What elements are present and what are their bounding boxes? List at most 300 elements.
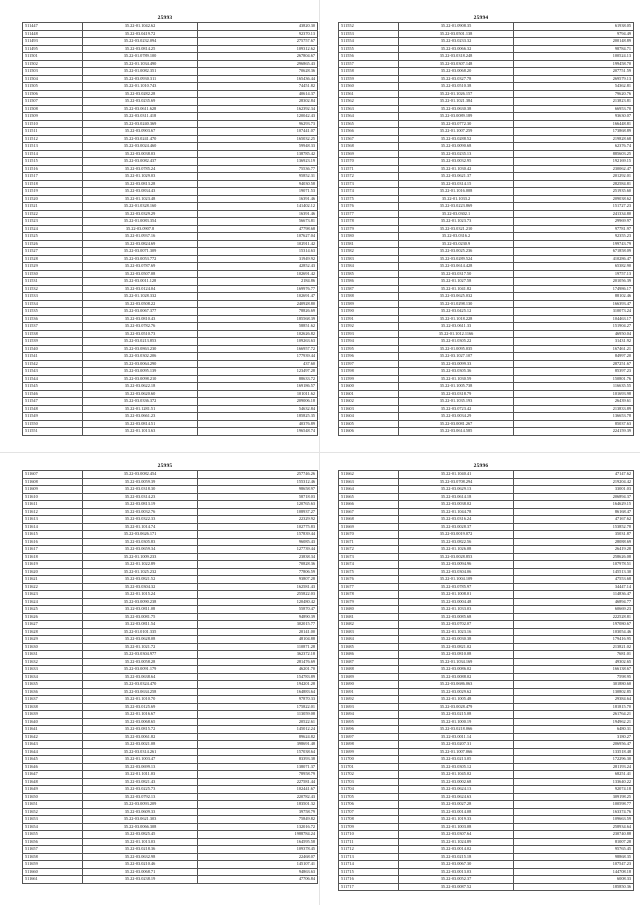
row-code-cell: 35.22-03.0632.98: [83, 853, 198, 861]
table-row: [339, 628, 634, 636]
row-code-cell: 35.22-01.1041.82: [399, 285, 514, 293]
row-amount-cell: 92370.13: [198, 30, 318, 38]
table-row: [23, 293, 318, 301]
table-row: [23, 263, 318, 271]
row-amount-cell: 47553.68: [514, 576, 634, 584]
data-table: [338, 470, 634, 891]
row-amount-cell: 95852.31: [198, 173, 318, 181]
row-code-cell: 35.22-03.0059.39: [83, 478, 198, 486]
row-code-cell: 35.22-01.1023.16: [399, 628, 514, 636]
row-amount-cell: 151727.23: [514, 203, 634, 211]
row-code-cell: 35.22-03.0068.20: [399, 68, 514, 76]
row-id-cell: 511681: [339, 613, 399, 621]
table-row: [339, 718, 634, 726]
row-id-cell: 511531: [23, 278, 83, 286]
row-code-cell: 35.22-03.0304.32: [83, 583, 198, 591]
row-id-cell: 511689: [339, 673, 399, 681]
row-amount-cell: 230062.47: [514, 165, 634, 173]
table-row: [339, 240, 634, 248]
row-amount-cell: 227581.44: [198, 778, 318, 786]
row-amount-cell: 362372.18: [198, 651, 318, 659]
row-id-cell: 511575: [339, 195, 399, 203]
row-id-cell: 511551: [23, 428, 83, 436]
row-id-cell: 511630: [23, 643, 83, 651]
table-row: [339, 606, 634, 614]
table-row: [339, 45, 634, 53]
row-amount-cell: 77806.59: [198, 568, 318, 576]
row-code-cell: 35.22-01.1021.384: [399, 98, 514, 106]
row-id-cell: 511547: [23, 398, 83, 406]
table-row: [339, 883, 634, 891]
row-id-cell: 511563: [339, 105, 399, 113]
row-id-cell: 511524: [23, 225, 83, 233]
row-code-cell: 35.22-03.0304.06: [399, 568, 514, 576]
row-id-cell: 511513: [23, 143, 83, 151]
table-title: 25995: [157, 463, 173, 469]
row-amount-cell: 47706.84: [198, 876, 318, 884]
row-id-cell: 511528: [23, 255, 83, 263]
row-amount-cell: 213833.89: [514, 405, 634, 413]
row-amount-cell: 54632.84: [198, 405, 318, 413]
table-row: [23, 681, 318, 689]
row-code-cell: 35.22-03.0027.28: [399, 801, 514, 809]
row-amount-cell: 138071.37: [198, 763, 318, 771]
row-id-cell: 511592: [339, 323, 399, 331]
row-code-cell: 35.22-03.0419.72: [83, 30, 198, 38]
row-amount-cell: 199743.79: [514, 240, 634, 248]
row-code-cell: 35.22-01.1029.03: [83, 173, 198, 181]
row-amount-cell: 141402.12: [198, 203, 318, 211]
row-code-cell: 35.22-03.0772.30: [399, 120, 514, 128]
row-id-cell: 511607: [23, 471, 83, 479]
table-row: [23, 113, 318, 121]
table-row: [23, 696, 318, 704]
row-code-cell: 35.22-03.0058.28: [83, 658, 198, 666]
table-row: [339, 248, 634, 256]
row-code-cell: 35.22-01.1026.08: [399, 546, 514, 554]
row-code-cell: 35.22-03.0611.33: [399, 323, 514, 331]
row-code-cell: 35.22-03.0624.13: [399, 786, 514, 794]
row-code-cell: 35.22-01.1027.58: [399, 278, 514, 286]
row-id-cell: 511628: [23, 628, 83, 636]
row-amount-cell: 68251.41: [514, 771, 634, 779]
row-code-cell: 35.22-03.0090.238: [83, 598, 198, 606]
row-id-cell: 511556: [339, 53, 399, 61]
row-id-cell: 511602: [339, 398, 399, 406]
row-code-cell: 35.22-03.0785.24: [83, 165, 198, 173]
table-row: [339, 233, 634, 241]
table-row: [23, 143, 318, 151]
row-id-cell: 511631: [23, 651, 83, 659]
table-row: [339, 771, 634, 779]
row-code-cell: 35.22-01.1281.51: [83, 405, 198, 413]
row-amount-cell: 185850.36: [514, 883, 634, 891]
row-id-cell: 511527: [23, 248, 83, 256]
table-row: [339, 308, 634, 316]
row-code-cell: 35.22-03.0232.094: [83, 38, 198, 46]
table-title: 25994: [473, 15, 489, 21]
row-id-cell: 511690: [339, 681, 399, 689]
row-id-cell: 511590: [339, 308, 399, 316]
row-id-cell: 511612: [23, 508, 83, 516]
row-amount-cell: 885603.25: [514, 150, 634, 158]
table-row: [339, 673, 634, 681]
table-row: [339, 778, 634, 786]
row-id-cell: 511706: [339, 801, 399, 809]
row-id-cell: 511652: [23, 808, 83, 816]
row-amount-cell: 302015.77: [198, 621, 318, 629]
row-id-cell: 511596: [339, 353, 399, 361]
row-code-cell: 35.22-03.0813.28: [83, 180, 198, 188]
row-code-cell: 35.22-03.0230.9: [399, 240, 514, 248]
row-amount-cell: 150801.76: [514, 375, 634, 383]
row-amount-cell: 46201.70: [198, 666, 318, 674]
row-amount-cell: 92355.23: [514, 233, 634, 241]
table-row: [339, 120, 634, 128]
row-amount-cell: 81007.28: [514, 838, 634, 846]
row-amount-cell: 165032.25: [198, 135, 318, 143]
row-id-cell: 511520: [23, 195, 83, 203]
row-id-cell: 511606: [339, 428, 399, 436]
row-id-cell: 511493: [23, 38, 83, 46]
row-code-cell: 35.22-03.0624.63: [399, 793, 514, 801]
row-code-cell: 35.22-01.1023.73: [399, 218, 514, 226]
row-code-cell: 35.22-01.1030.42: [399, 165, 514, 173]
row-amount-cell: 200148.89: [514, 38, 634, 46]
row-id-cell: 511658: [23, 853, 83, 861]
row-id-cell: 511696: [339, 726, 399, 734]
table-row: [23, 816, 318, 824]
row-id-cell: 511522: [23, 210, 83, 218]
table-row: [339, 741, 634, 749]
row-amount-cell: 93807.28: [198, 576, 318, 584]
table-row: [23, 478, 318, 486]
table-row: [23, 345, 318, 353]
table-row: [339, 390, 634, 398]
row-code-cell: 35.22-03.0614.18: [399, 493, 514, 501]
table-row: [23, 598, 318, 606]
table-row: [339, 38, 634, 46]
row-code-cell: 35.22-01.1013.63: [83, 428, 198, 436]
row-code-cell: 35.22-03.0814.25: [83, 45, 198, 53]
table-row: [339, 203, 634, 211]
table-row: [339, 278, 634, 286]
row-code-cell: 35.22-03.0629.13: [399, 486, 514, 494]
table-row: [23, 583, 318, 591]
row-amount-cell: 107627.04: [198, 233, 318, 241]
table-row: [339, 225, 634, 233]
row-id-cell: 511508: [23, 105, 83, 113]
row-id-cell: 511555: [339, 45, 399, 53]
row-code-cell: 35.22-01.1009.233: [83, 553, 198, 561]
row-id-cell: 511613: [23, 516, 83, 524]
table-row: [23, 413, 318, 421]
row-code-cell: 35.22-03.0223.869: [399, 203, 514, 211]
row-code-cell: 35.22-01.1018.228: [399, 315, 514, 323]
row-code-cell: 35.22-03.0021.08: [83, 741, 198, 749]
row-code-cell: 35.22-03.0863.230: [83, 345, 198, 353]
row-id-cell: 511637: [23, 696, 83, 704]
table-row: [339, 195, 634, 203]
row-amount-cell: 201056.39: [514, 278, 634, 286]
row-amount-cell: 133518.48: [514, 748, 634, 756]
row-code-cell: 35.22-03.0621.37: [399, 173, 514, 181]
table-row: [23, 383, 318, 391]
row-id-cell: 511641: [23, 726, 83, 734]
row-code-cell: 35.22-03.0014.02: [399, 846, 514, 854]
table-row: [339, 748, 634, 756]
row-id-cell: 511649: [23, 786, 83, 794]
row-amount-cell: 282584.81: [514, 180, 634, 188]
row-id-cell: 511699: [339, 748, 399, 756]
row-amount-cell: 107978.51: [514, 561, 634, 569]
row-id-cell: 511648: [23, 778, 83, 786]
table-row: [23, 360, 318, 368]
table-row: [23, 823, 318, 831]
table-row: [339, 501, 634, 509]
row-amount-cell: 98868.35: [514, 853, 634, 861]
row-code-cell: 35.22-01.1012.1166: [399, 330, 514, 338]
row-code-cell: 35.22-01.1010.70: [83, 696, 198, 704]
row-code-cell: 35.22-03.0002.68: [399, 778, 514, 786]
row-id-cell: 511549: [23, 413, 83, 421]
table-row: [339, 658, 634, 666]
row-amount-cell: 107547.23: [514, 861, 634, 869]
row-amount-cell: 166448.81: [514, 120, 634, 128]
table-row: [23, 531, 318, 539]
row-id-cell: 511683: [339, 628, 399, 636]
row-id-cell: 511605: [339, 420, 399, 428]
row-id-cell: 511510: [23, 120, 83, 128]
row-id-cell: 511611: [23, 501, 83, 509]
row-code-cell: 35.22-03.0329.29: [83, 210, 198, 218]
row-amount-cell: 287251.67: [514, 360, 634, 368]
row-id-cell: 511677: [339, 583, 399, 591]
row-amount-cell: 20141.00: [198, 628, 318, 636]
row-amount-cell: 100598.77: [514, 801, 634, 809]
row-amount-cell: 85037.63: [514, 420, 634, 428]
row-amount-cell: 34447.14: [514, 583, 634, 591]
row-id-cell: 511604: [339, 413, 399, 421]
row-code-cell: 35.22-03.0098.210: [83, 375, 198, 383]
row-code-cell: 35.22-03.0032.95: [399, 158, 514, 166]
row-amount-cell: 19071.53: [198, 188, 318, 196]
row-amount-cell: 275757.67: [198, 38, 318, 46]
row-code-cell: 35.22-03.0004.48: [399, 598, 514, 606]
row-amount-cell: 108937.27: [198, 508, 318, 516]
row-amount-cell: 70828.36: [198, 561, 318, 569]
row-code-cell: 35.22-03.0425.12: [399, 308, 514, 316]
row-id-cell: 511579: [339, 225, 399, 233]
row-code-cell: 35.22-03.0028.37: [399, 523, 514, 531]
row-id-cell: 511593: [339, 330, 399, 338]
table-row: [23, 83, 318, 91]
row-amount-cell: 16391.46: [198, 195, 318, 203]
table-row: [339, 375, 634, 383]
table-row: [339, 68, 634, 76]
table-row: [23, 748, 318, 756]
table-row: [23, 180, 318, 188]
table-row: [23, 718, 318, 726]
table-row: [23, 793, 318, 801]
row-id-cell: 511567: [339, 135, 399, 143]
table-row: [23, 188, 318, 196]
row-id-cell: 511618: [23, 553, 83, 561]
row-amount-cell: 40376.89: [198, 420, 318, 428]
row-amount-cell: 169186.57: [198, 383, 318, 391]
row-code-cell: 35.22-03.0821.43: [83, 778, 198, 786]
row-id-cell: 511511: [23, 128, 83, 136]
row-code-cell: 35.22-03.0507.08: [83, 270, 198, 278]
table-block-1: [22, 14, 315, 436]
row-id-cell: 511655: [23, 831, 83, 839]
table-row: [339, 643, 634, 651]
table-row: [23, 688, 318, 696]
row-code-cell: 35.22-03.0302.206: [83, 353, 198, 361]
row-amount-cell: 130802.85: [514, 688, 634, 696]
row-id-cell: 511645: [23, 756, 83, 764]
table-row: [339, 523, 634, 531]
row-code-cell: 35.22-03.0614.428: [399, 263, 514, 271]
row-code-cell: 35.22-03.0011.128: [83, 278, 198, 286]
row-amount-cell: 109378.45: [198, 846, 318, 854]
row-id-cell: 511676: [339, 576, 399, 584]
row-code-cell: 35.22-03.0322.33: [83, 516, 198, 524]
row-id-cell: 511712: [339, 846, 399, 854]
row-id-cell: 511626: [23, 613, 83, 621]
row-code-cell: 35.22-03.0225.73: [83, 786, 198, 794]
table-row: [23, 568, 318, 576]
row-id-cell: 511698: [339, 741, 399, 749]
row-code-cell: 35.22-01.1023.48: [83, 195, 198, 203]
row-amount-cell: 194201.28: [198, 681, 318, 689]
row-id-cell: 511704: [339, 786, 399, 794]
row-code-cell: 35.22-01.1005.48: [399, 696, 514, 704]
row-amount-cell: 162392.34: [198, 105, 318, 113]
row-id-cell: 511705: [339, 793, 399, 801]
row-code-cell: 35.22-03.0702.07: [399, 621, 514, 629]
row-code-cell: 35.22-03.0213.853: [83, 338, 198, 346]
table-row: [23, 591, 318, 599]
row-id-cell: 511679: [339, 598, 399, 606]
row-amount-cell: 48104.88: [198, 636, 318, 644]
row-code-cell: 35.22-03.0686.063: [399, 681, 514, 689]
row-amount-cell: 144708.18: [514, 868, 634, 876]
row-id-cell: 511570: [339, 158, 399, 166]
row-id-cell: 511533: [23, 293, 83, 301]
row-id-cell: 511717: [339, 883, 399, 891]
row-amount-cell: 42852.43: [198, 263, 318, 271]
table-row: [339, 876, 634, 884]
row-code-cell: 35.22-01.1035.193: [399, 398, 514, 406]
row-amount-cell: 78958.79: [198, 771, 318, 779]
row-code-cell: 35.22-01.1033.03: [399, 606, 514, 614]
row-code-cell: 35.22-03.0324.470: [83, 681, 198, 689]
row-code-cell: 35.22-01.1028.332: [83, 293, 198, 301]
table-row: [339, 23, 634, 31]
row-code-cell: 35.22-03.0085.68: [399, 613, 514, 621]
table-row: [23, 23, 318, 31]
row-id-cell: 511692: [339, 696, 399, 704]
row-amount-cell: 84997.20: [514, 353, 634, 361]
table-row: [23, 546, 318, 554]
table-row: [339, 823, 634, 831]
row-id-cell: 511586: [339, 278, 399, 286]
row-amount-cell: 94863.63: [198, 868, 318, 876]
table-row: [23, 853, 318, 861]
row-code-cell: 35.22-03.0066.32: [399, 45, 514, 53]
row-id-cell: 511694: [339, 711, 399, 719]
table-row: [23, 501, 318, 509]
row-id-cell: 511682: [339, 621, 399, 629]
row-code-cell: 35.22-03.0815.72: [83, 726, 198, 734]
row-id-cell: 511504: [23, 75, 83, 83]
row-amount-cell: 22329.92: [198, 516, 318, 524]
row-code-cell: 35.22-01.1007.259: [399, 128, 514, 136]
table-row: [23, 330, 318, 338]
row-id-cell: 511514: [23, 150, 83, 158]
row-amount-cell: 97870.33: [198, 696, 318, 704]
row-code-cell: 35.22-03.0785.97: [399, 583, 514, 591]
row-code-cell: 35.22-01.1003.47: [83, 756, 198, 764]
table-row: [339, 98, 634, 106]
row-amount-cell: 6008.33: [514, 876, 634, 884]
row-id-cell: 511642: [23, 733, 83, 741]
row-code-cell: 35.22-03.0081.75: [83, 613, 198, 621]
row-code-cell: 35.22-03.0099.33: [399, 360, 514, 368]
table-block-3: [22, 462, 315, 884]
row-amount-cell: 102626.82: [198, 330, 318, 338]
row-id-cell: 511566: [339, 128, 399, 136]
row-amount-cell: 28302.84: [198, 98, 318, 106]
row-code-cell: 35.22-03.0218.36: [83, 846, 198, 854]
table-row: [339, 315, 634, 323]
row-id-cell: 511639: [23, 711, 83, 719]
row-amount-cell: 281193.24: [514, 763, 634, 771]
row-id-cell: 511711: [339, 838, 399, 846]
row-amount-cell: 145107.41: [198, 861, 318, 869]
table-row: [339, 688, 634, 696]
row-code-cell: 35.22-01.1008.01: [399, 591, 514, 599]
row-amount-cell: 2184.86: [198, 278, 318, 286]
row-id-cell: 511662: [339, 471, 399, 479]
row-amount-cell: 164595.58: [198, 838, 318, 846]
row-code-cell: 35.22-03.0638.64: [83, 673, 198, 681]
table-row: [23, 38, 318, 46]
table-row: [23, 508, 318, 516]
row-id-cell: 511684: [339, 636, 399, 644]
row-id-cell: 511447: [23, 23, 83, 31]
table-row: [339, 636, 634, 644]
row-amount-cell: 100524.13: [514, 53, 634, 61]
table-row: [23, 158, 318, 166]
row-amount-cell: 192169.15: [514, 158, 634, 166]
row-amount-cell: 3180.27: [514, 733, 634, 741]
row-id-cell: 511697: [339, 733, 399, 741]
row-code-cell: 35.22-03.0011.14: [399, 733, 514, 741]
row-amount-cell: 88633.72: [198, 375, 318, 383]
table-row: [23, 726, 318, 734]
table-row: [23, 105, 318, 113]
row-amount-cell: 6480.31: [514, 726, 634, 734]
row-id-cell: 511564: [339, 113, 399, 121]
row-id-cell: 511702: [339, 771, 399, 779]
row-amount-cell: 97781.97: [514, 225, 634, 233]
row-code-cell: 35.22-03.0314.15: [399, 180, 514, 188]
row-amount-cell: 123497.28: [198, 368, 318, 376]
row-amount-cell: 166393.47: [514, 300, 634, 308]
row-code-cell: 35.22-03.0095.139: [83, 368, 198, 376]
